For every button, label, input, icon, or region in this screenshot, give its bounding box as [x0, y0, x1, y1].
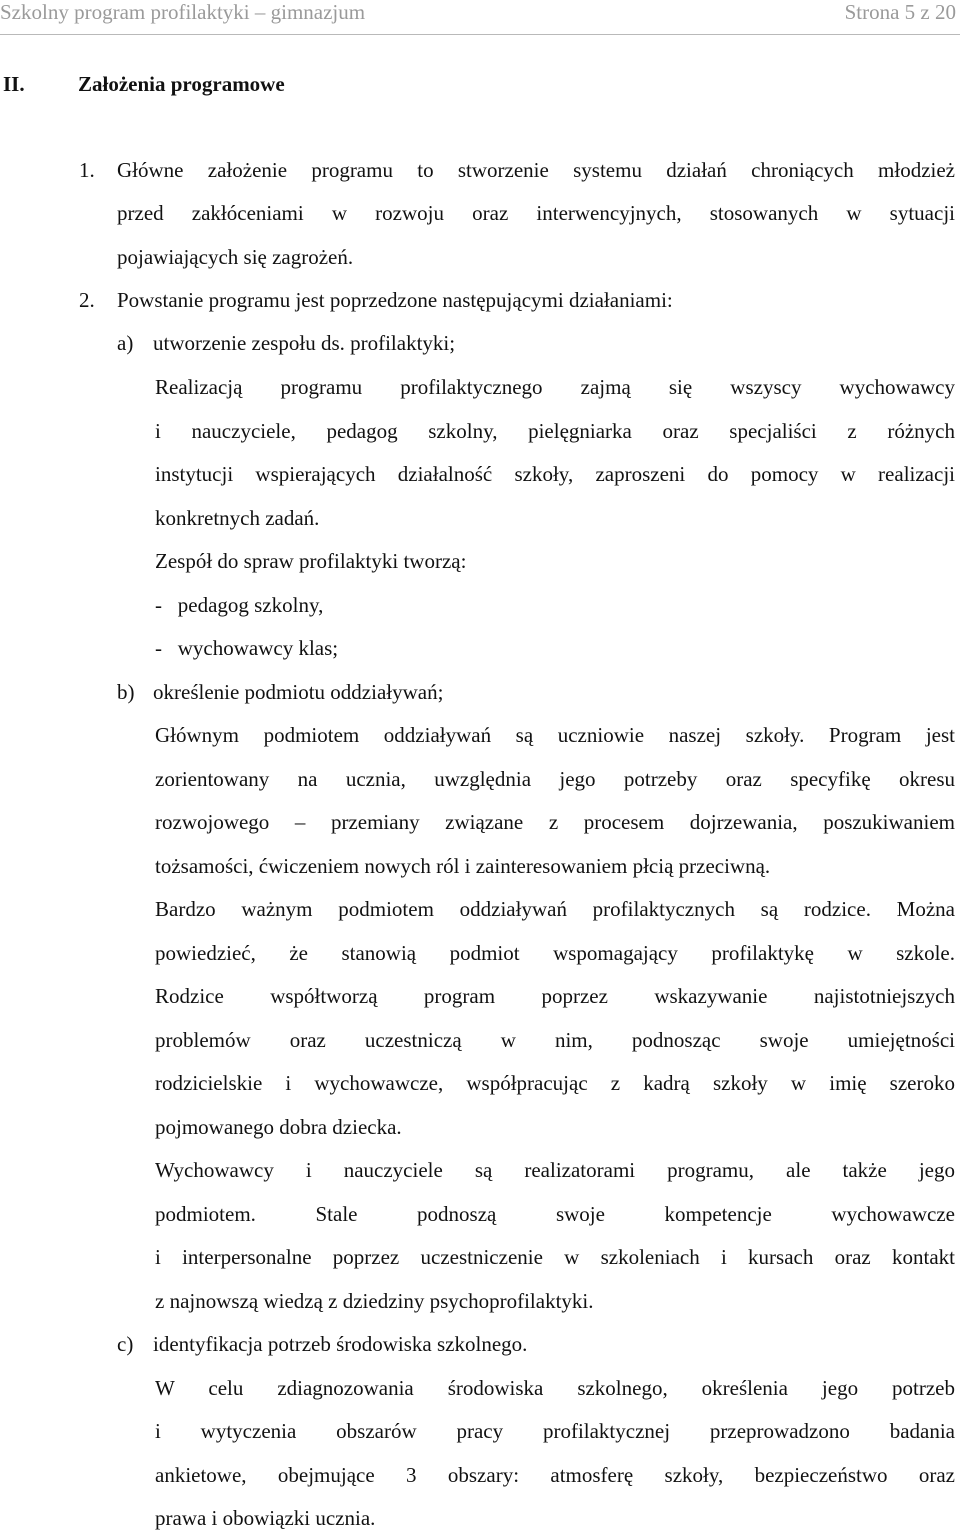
paragraph-line: podmiotem. Stale podnoszą swoje kompetencje wychowawcze — [155, 1202, 955, 1226]
paragraph-line: Głównym podmiotem oddziaływań są uczniowie naszej szkoły. Program jest — [155, 723, 955, 747]
paragraph-line: problemów oraz uczestniczą w nim, podnosząc swoje umiejętności — [155, 1028, 955, 1052]
paragraph-line: rodzicielskie i wychowawcze, współpracując z kadrą szkoły w imię szeroko — [155, 1071, 955, 1095]
section-number: II. — [3, 72, 25, 96]
paragraph-line: Bardzo ważnym podmiotem oddziaływań profilaktycznych są rodzice. Można — [155, 897, 955, 921]
paragraph-line: pojmowanego dobra dziecka. — [155, 1115, 402, 1139]
section-heading — [3, 71, 285, 97]
paragraph-line: Powstanie programu jest poprzedzone następującymi działaniami: — [117, 288, 673, 312]
list-item-number: 2. — [79, 288, 95, 312]
paragraph-line: zorientowany na ucznia, uwzględnia jego potrzeby oraz specyfikę okresu — [155, 767, 955, 791]
sub-item-title: identyfikacja potrzeb środowiska szkolnego. — [153, 1332, 528, 1356]
paragraph-line: Rodzice współtworzą program poprzez wskazywanie najistotniejszych — [155, 984, 955, 1008]
paragraph-line: instytucji wspierających działalność szkoły, zaproszeni do pomocy w realizacji — [155, 462, 955, 486]
page-header — [0, 0, 960, 35]
sub-item-title: utworzenie zespołu ds. profilaktyki; — [153, 331, 456, 355]
paragraph-line: prawa i obowiązki ucznia. — [155, 1506, 376, 1530]
paragraph-line: Główne założenie programu to stworzenie systemu działań chroniących młodzież — [117, 158, 955, 182]
paragraph-line: W celu zdiagnozowania środowiska szkolnego, określenia jego potrzeb — [155, 1376, 955, 1400]
paragraph-line: Realizacją programu profilaktycznego zajmą się wszyscy wychowawcy — [155, 375, 955, 399]
paragraph-line: i wytyczenia obszarów pracy profilaktycznej przeprowadzono badania — [155, 1419, 955, 1443]
paragraph-line: konkretnych zadań. — [155, 506, 320, 530]
paragraph-line: ankietowe, obejmujące 3 obszary: atmosferę szkoły, bezpieczeństwo oraz — [155, 1463, 955, 1487]
sub-item-label: b) — [117, 680, 135, 704]
paragraph-line: powiedzieć, że stanowią podmiot wspomagający profilaktykę w szkole. — [155, 941, 955, 965]
list-item: - wychowawcy klas; — [155, 636, 339, 660]
page-number: Strona 5 z 20 — [844, 0, 956, 24]
paragraph-line: i nauczyciele, pedagog szkolny, pielęgniarka oraz specjaliści z różnych — [155, 419, 955, 443]
paragraph-line: z najnowszą wiedzą z dziedziny psychoprofilaktyki. — [155, 1289, 594, 1313]
document-title: Szkolny program profilaktyki – gimnazjum — [0, 0, 366, 24]
paragraph-line: pojawiających się zagrożeń. — [117, 245, 354, 269]
paragraph-line: Zespół do spraw profilaktyki tworzą: — [155, 549, 467, 573]
sub-item-label: c) — [117, 1332, 134, 1356]
sub-item-title: określenie podmiotu oddziaływań; — [153, 680, 444, 704]
paragraph-line: rozwojowego – przemiany związane z procesem dojrzewania, poszukiwaniem — [155, 810, 955, 834]
paragraph-line: tożsamości, ćwiczeniem nowych ról i zainteresowaniem płcią przeciwną. — [155, 854, 771, 878]
section-title: Założenia programowe — [78, 72, 285, 96]
paragraph-line: i interpersonalne poprzez uczestniczenie w szkoleniach i kursach oraz kontakt — [155, 1245, 955, 1269]
paragraph-line: Wychowawcy i nauczyciele są realizatorami programu, ale także jego — [155, 1158, 955, 1182]
paragraph-line: przed zakłóceniami w rozwoju oraz interwencyjnych, stosowanych w sytuacji — [117, 201, 955, 225]
list-item-number: 1. — [79, 158, 95, 182]
sub-item-label: a) — [117, 331, 134, 355]
list-item: - pedagog szkolny, — [155, 593, 324, 617]
